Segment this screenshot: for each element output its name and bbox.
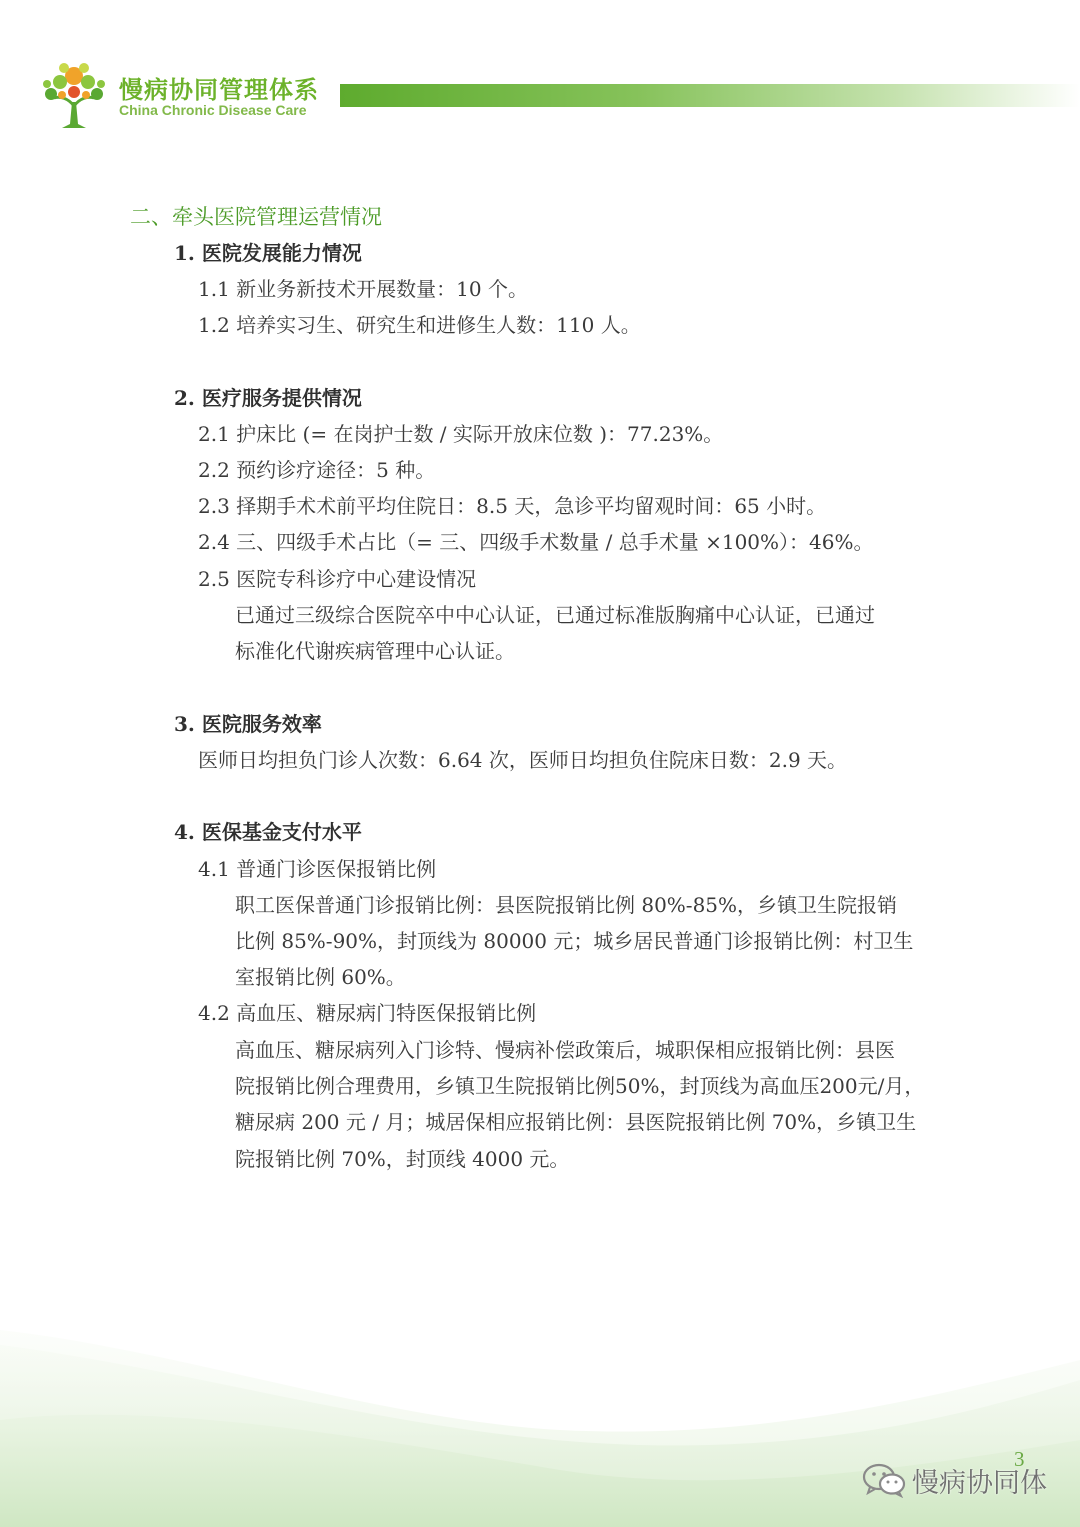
brand-name-cn: 慢病协同管理体系: [119, 76, 319, 104]
wechat-watermark: [862, 1460, 1047, 1500]
heading-efficiency: 3. 医院服务效率: [174, 712, 322, 736]
section-title: 二、牵头医院管理运营情况: [130, 205, 382, 229]
item-2-5: 2.5 医院专科诊疗中心建设情况: [198, 567, 477, 591]
item-4-2-line: 糖尿病 200 元 / 月；城居保相应报销比例：县医院报销比例 70%，乡镇卫生: [235, 1110, 917, 1134]
heading-insurance: 4. 医保基金支付水平: [174, 820, 362, 844]
tree-people-icon: [42, 62, 106, 130]
item-1-2: 1.2 培养实习生、研究生和进修生人数：110 人。: [198, 313, 641, 337]
item-4-2: 4.2 高血压、糖尿病门特医保报销比例: [198, 1001, 537, 1025]
item-2-5-detail-line: 已通过三级综合医院卒中中心认证，已通过标准版胸痛中心认证，已通过: [235, 603, 875, 627]
item-1-1: 1.1 新业务新技术开展数量：10 个。: [198, 277, 528, 301]
heading-development: 1. 医院发展能力情况: [174, 241, 362, 265]
heading-services: 2. 医疗服务提供情况: [174, 386, 362, 410]
item-2-4: 2.4 三、四级手术占比（= 三、四级手术数量 / 总手术量 ×100%）：46%。: [198, 530, 874, 554]
efficiency-text: 医师日均担负门诊人次数：6.64 次，医师日均担负住院床日数：2.9 天。: [198, 748, 848, 772]
item-2-2: 2.2 预约诊疗途径：5 种。: [198, 458, 436, 482]
item-2-3: 2.3 择期手术术前平均住院日：8.5 天，急诊平均留观时间：65 小时。: [198, 494, 827, 518]
item-2-5-detail-line: 标准化代谢疾病管理中心认证。: [235, 639, 515, 663]
item-4-1-line: 职工医保普通门诊报销比例：县医院报销比例 80%-85%，乡镇卫生院报销: [235, 893, 898, 917]
item-4-2-line: 院报销比例 70%，封顶线 4000 元。: [235, 1147, 570, 1171]
page-number: 3: [1014, 1447, 1025, 1471]
brand-name-en: China Chronic Disease Care: [119, 102, 307, 118]
item-4-1: 4.1 普通门诊医保报销比例: [198, 857, 437, 881]
wechat-account-name: 慢病协同体: [912, 1467, 1047, 1499]
wechat-icon: [862, 1462, 906, 1498]
item-4-1-line: 室报销比例 60%。: [235, 965, 406, 989]
header-gradient-bar: [340, 84, 1080, 107]
item-4-2-line: 院报销比例合理费用，乡镇卫生院报销比例50%，封顶线为高血压200元/月，: [235, 1074, 925, 1098]
item-4-1-line: 比例 85%-90%，封顶线为 80000 元；城乡居民普通门诊报销比例：村卫生: [235, 929, 914, 953]
item-2-1: 2.1 护床比 (= 在岗护士数 / 实际开放床位数 )：77.23%。: [198, 422, 724, 446]
item-4-2-line: 高血压、糖尿病列入门诊特、慢病补偿政策后，城职保相应报销比例：县医: [235, 1038, 895, 1062]
